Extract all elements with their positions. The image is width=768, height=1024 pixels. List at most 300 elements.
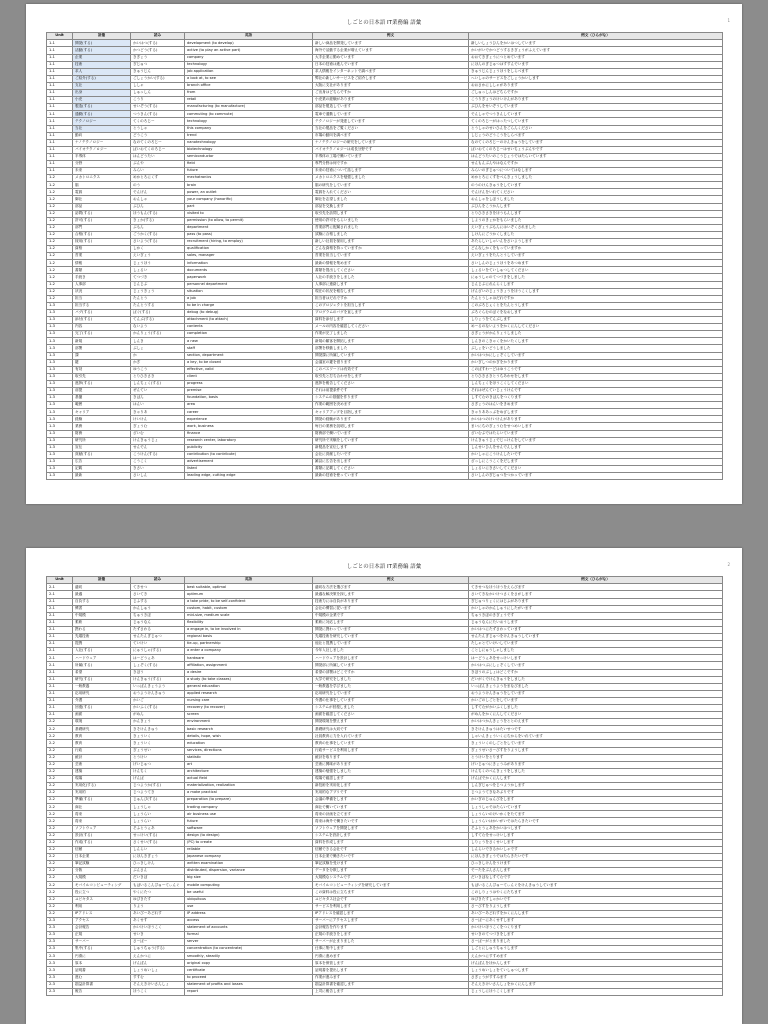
vocab-cell: ご紹介(する) (73, 75, 131, 82)
reading-cell: いっぱんきょうよう (131, 683, 185, 690)
reading-cell: ぶんや (131, 160, 185, 167)
english-cell: work, business (185, 423, 313, 430)
english-cell: certificate (185, 967, 313, 974)
reading-cell: のう (131, 182, 185, 189)
example-cell: 大阪に支社があります (313, 82, 469, 89)
reading-cell: さいしん (131, 473, 185, 480)
table-row (47, 402, 723, 409)
example-cell: 当社の製品をご覧ください (313, 125, 469, 132)
example-cell: 会議室の鍵を借ります (313, 359, 469, 366)
english-cell: mechatronics (185, 175, 313, 182)
vocab-cell: 資格 (73, 246, 131, 253)
example-hiragana-cell: さぎょうがすすみます (469, 974, 723, 981)
vocab-cell: バグ(する) (73, 309, 131, 316)
example-cell: 部署を移動しました (313, 345, 469, 352)
reading-cell: ぎょうむ (131, 423, 185, 430)
unit-cell: 2-2 (47, 889, 73, 896)
example-cell: 部品を交換します (313, 203, 469, 210)
reading-cell: おんしゃ (131, 196, 185, 203)
vocab-cell: サーバー (73, 939, 131, 946)
reading-cell: けんきゅうじょ (131, 437, 185, 444)
example-hiragana-cell: えいぎょうをたんとうしています (469, 253, 723, 260)
example-hiragana-cell: ちゅうきぼのきぎょうです (469, 612, 723, 619)
column-header-reading: 読み (131, 33, 185, 40)
vocab-cell: 現場 (73, 775, 131, 782)
unit-cell: 2-2 (47, 839, 73, 846)
english-cell: a study (to take classes) (185, 676, 313, 683)
example-cell: 仕事に集中します (313, 946, 469, 953)
example-cell: 開発部に所属しています (313, 662, 469, 669)
example-hiragana-cell: ぎょうせいさーびすをりようします (469, 747, 723, 754)
reading-cell: かいはつ(する) (131, 40, 185, 47)
table-row (47, 634, 723, 641)
reading-cell: おうようけんきゅう (131, 690, 185, 697)
table-row (47, 288, 723, 295)
example-hiragana-cell: にほんのぎじゅつはすすんでいます (469, 61, 723, 68)
vocab-cell: 基礎研究 (73, 726, 131, 733)
english-cell: optimum (185, 591, 313, 598)
table-row (47, 804, 723, 811)
table-row (47, 712, 723, 719)
table-row (47, 331, 723, 338)
table-row (47, 761, 723, 768)
example-hiragana-cell: とりひきさきとうちあわせをします (469, 373, 723, 380)
table-row (47, 75, 723, 82)
vocab-cell: 教育 (73, 740, 131, 747)
page-title: しごとの日本語 IT業務編 語彙 (346, 20, 422, 26)
english-cell: part (185, 203, 313, 210)
vocab-cell: 信頼 (73, 846, 131, 853)
english-cell: a engage in, to be involved in (185, 626, 313, 633)
vocab-cell: 記載 (73, 466, 131, 473)
reading-cell: ぎじゅつ (131, 61, 185, 68)
table-row (47, 189, 723, 196)
example-cell: 新規の顧客を開拓します (313, 338, 469, 345)
reading-cell: きょか(する) (131, 217, 185, 224)
unit-cell: 1-2 (47, 239, 73, 246)
unit-cell: 2-2 (47, 719, 73, 726)
table-row (47, 111, 723, 118)
example-hiragana-cell: げいじゅつにきょうみがあります (469, 761, 723, 768)
reading-cell: かんりょう(する) (131, 331, 185, 338)
unit-cell: 1-1 (47, 82, 73, 89)
english-cell: concentration (to concentrate) (185, 946, 313, 953)
vocab-cell: 取引先 (73, 373, 131, 380)
unit-cell: 1-1 (47, 61, 73, 68)
table-row (47, 253, 723, 260)
example-cell: 半導体の工場で働いています (313, 153, 469, 160)
table-row (47, 719, 723, 726)
reading-cell: げんぽん (131, 960, 185, 967)
unit-cell: 1-1 (47, 90, 73, 97)
reading-cell: ぜんてい (131, 387, 185, 394)
example-hiragana-cell: このぱすわーどはゆうこうです (469, 366, 723, 373)
english-cell: department (185, 224, 313, 231)
vocab-cell: 筆記試験 (73, 861, 131, 868)
example-cell: 御社を志望しました (313, 196, 469, 203)
example-hiragana-cell: きゃりああっぷをめざします (469, 409, 723, 416)
table-row (47, 747, 723, 754)
vocab-cell: バイオテクノロジー (73, 146, 131, 153)
english-cell: best suitable, optimal (185, 584, 313, 591)
english-cell: permission (to allow, to permit) (185, 217, 313, 224)
table-row (47, 61, 723, 68)
reading-cell: さーばー (131, 939, 185, 946)
english-cell: this company (185, 125, 313, 132)
example-cell: メールの内容を確認してください (313, 324, 469, 331)
vocabulary-table (46, 576, 723, 996)
table-row (47, 359, 723, 366)
reading-cell: みらい (131, 168, 185, 175)
english-cell: a new (185, 338, 313, 345)
example-hiragana-cell: かいごのしごとをしています (469, 697, 723, 704)
unit-cell: 1-3 (47, 423, 73, 430)
reading-cell: どうこう (131, 132, 185, 139)
english-cell: mid-size, medium scale (185, 612, 313, 619)
unit-cell: 2-1 (47, 648, 73, 655)
vocab-cell: 研究(する) (73, 676, 131, 683)
example-hiragana-cell: かいはつかにしょぞくしています (469, 352, 723, 359)
reading-cell: ほうこく (131, 988, 185, 995)
vocab-cell: 希望 (73, 669, 131, 676)
unit-cell: 1-2 (47, 231, 73, 238)
example-hiragana-cell: けんちくのべんきょうをしました (469, 768, 723, 775)
unit-cell: 2-2 (47, 868, 73, 875)
table-row (47, 839, 723, 846)
example-hiragana-cell: ざいむぶではたらいています (469, 430, 723, 437)
vocab-cell: 鍵 (73, 359, 131, 366)
unit-cell: 2-3 (47, 931, 73, 938)
vocab-cell: 最適 (73, 591, 131, 598)
reading-cell: だいきぼ (131, 875, 185, 882)
reading-cell: じょうほう (131, 260, 185, 267)
reading-cell: とうしゃ (131, 125, 185, 132)
example-cell: 試験に合格しました (313, 231, 469, 238)
unit-cell: 2-2 (47, 853, 73, 860)
vocab-cell: 柔軟 (73, 619, 131, 626)
example-cell: 入社の手続きをしました (313, 274, 469, 281)
english-cell: field (185, 160, 313, 167)
table-row (47, 409, 723, 416)
example-hiragana-cell: けんきゅうじょでじっけんをしています (469, 437, 723, 444)
example-hiragana-cell: しょうめいしょをていしゅつします (469, 967, 723, 974)
vocab-cell: 建築 (73, 768, 131, 775)
unit-cell: 2-2 (47, 775, 73, 782)
english-cell: nursing care (185, 697, 313, 704)
example-hiragana-cell: しょるいにきさいしてください (469, 466, 723, 473)
reading-cell: しょるい (131, 267, 185, 274)
example-hiragana-cell: もばいるこんぴゅーてぃんぐをけんきゅうしています (469, 882, 723, 889)
table-row (47, 690, 723, 697)
english-cell: actual field (185, 775, 313, 782)
reading-cell: けんちく (131, 768, 185, 775)
unit-cell: 1-3 (47, 309, 73, 316)
example-cell: ユビキタス社会です (313, 896, 469, 903)
example-cell: サービスを利用します (313, 903, 469, 910)
example-cell: 開発環境を整えます (313, 719, 469, 726)
vocab-cell: 適切 (73, 584, 131, 591)
example-hiragana-cell: さぎょうがかんりょうしました (469, 331, 723, 338)
example-hiragana-cell: えんかつにすすめます (469, 953, 723, 960)
unit-cell: 2-3 (47, 960, 73, 967)
reading-cell: にほんきぎょう (131, 853, 185, 860)
example-cell: 会計報告を作ります (313, 924, 469, 931)
table-row (47, 861, 723, 868)
unit-cell: 1-3 (47, 380, 73, 387)
unit-cell: 1-3 (47, 331, 73, 338)
vocab-cell: 採用(する) (73, 239, 131, 246)
table-row (47, 896, 723, 903)
reading-cell: きぼう (131, 669, 185, 676)
english-cell: qualification (185, 246, 313, 253)
example-hiragana-cell: しょうらいはかいがいではたらきたいです (469, 818, 723, 825)
vocab-cell: 会計報告 (73, 924, 131, 931)
reading-cell: しょうらい (131, 811, 185, 818)
english-cell: future (185, 818, 313, 825)
table-row (47, 598, 723, 605)
example-cell: 技術力には自負があります (313, 598, 469, 605)
reading-cell: とりひきさき (131, 373, 185, 380)
vocab-cell: 製造(する) (73, 104, 131, 111)
table-row (47, 132, 723, 139)
example-hiragana-cell: かいはつかんきょうをととのえます (469, 719, 723, 726)
example-hiragana-cell: しごとにしゅうちゅうします (469, 946, 723, 953)
example-hiragana-cell: たしゃとていけいしています (469, 641, 723, 648)
reading-cell: しょうらい (131, 818, 185, 825)
column-header-reading: 読み (131, 577, 185, 584)
example-hiragana-cell: さーびすをりようします (469, 903, 723, 910)
example-cell: 最適な解決策を探します (313, 591, 469, 598)
example-cell: 行政サービスを利用します (313, 747, 469, 754)
reading-cell: じふする (131, 598, 185, 605)
example-hiragana-cell: しんせいひんをせんでんします (469, 444, 723, 451)
example-cell: 求人情報をインターネットで調べます (313, 68, 469, 75)
table-row (47, 768, 723, 775)
example-hiragana-cell: ゆびきたすしゃかいです (469, 896, 723, 903)
vocab-cell: IPアドレス (73, 910, 131, 917)
document-page-2 (26, 548, 742, 1024)
example-cell: 実用的なアプリです (313, 790, 469, 797)
vocab-cell: 介護 (73, 697, 131, 704)
table-row (47, 818, 723, 825)
english-cell: software (185, 825, 313, 832)
example-cell: 建築の勉強をしました (313, 768, 469, 775)
reading-cell: しゅうちゅう(する) (131, 946, 185, 953)
english-cell: big size (185, 875, 313, 882)
reading-cell: てんぷ(する) (131, 317, 185, 324)
example-hiragana-cell: さいしんのぎじゅつをつかっています (469, 473, 723, 480)
example-cell: 将来は海外で働きたいです (313, 818, 469, 825)
unit-cell: 2-1 (47, 641, 73, 648)
vocab-cell: 通勤(する) (73, 111, 131, 118)
table-row (47, 210, 723, 217)
example-cell: 資料を作成します (313, 839, 469, 846)
vocab-cell: 証明書 (73, 967, 131, 974)
reading-cell: かんきょう (131, 719, 185, 726)
reading-cell: きさい (131, 466, 185, 473)
vocab-cell: 統計 (73, 754, 131, 761)
reading-cell: ぶもん (131, 224, 185, 231)
unit-cell: 1-3 (47, 402, 73, 409)
english-cell: situation (185, 288, 313, 295)
english-cell: access (185, 917, 313, 924)
example-cell: 円滑に進めます (313, 953, 469, 960)
table-row (47, 416, 723, 423)
table-row (47, 68, 723, 75)
example-cell: 会社に貢献したいです (313, 451, 469, 458)
vocab-cell: キャリア (73, 409, 131, 416)
example-hiragana-cell: にほんきぎょうではたらきたいです (469, 853, 723, 860)
example-hiragana-cell: あいぴーあどれすをかくにんします (469, 910, 723, 917)
reading-cell: きゃりあ (131, 409, 185, 416)
unit-cell: 1-3 (47, 395, 73, 402)
vocab-cell: 技術 (73, 61, 131, 68)
reading-cell: ゆびきたす (131, 896, 185, 903)
english-cell: to proceed (185, 974, 313, 981)
english-cell: ubiquitous (185, 896, 313, 903)
unit-cell: 2-2 (47, 747, 73, 754)
example-cell: 商社で働いています (313, 804, 469, 811)
example-hiragana-cell: さいしんのじょうほうをあつめます (469, 260, 723, 267)
table-row (47, 451, 723, 458)
reading-cell: そんえきけいさんしょ (131, 981, 185, 988)
example-hiragana-cell: へいしゃのサービスをごしょうかいします (469, 75, 723, 82)
example-hiragana-cell: まいにちのぎょうむをせつめいします (469, 423, 723, 430)
example-cell: 基礎研究は大切です (313, 726, 469, 733)
unit-cell: 1-3 (47, 373, 73, 380)
english-cell: visited to (185, 210, 313, 217)
reading-cell: ないよう (131, 324, 185, 331)
example-cell: 作業の範囲を決めます (313, 402, 469, 409)
column-header-unit: Unit (47, 577, 73, 584)
example-hiragana-cell: さぎょうのはんいをきめます (469, 402, 723, 409)
example-hiragana-cell: 新しいしょうひんをかいはつしています (469, 40, 723, 47)
reading-cell: ぶんさん (131, 868, 185, 875)
table-row (47, 953, 723, 960)
vocab-cell: 集中(する) (73, 946, 131, 953)
table-row (47, 423, 723, 430)
table-row (47, 380, 723, 387)
unit-cell: 1-1 (47, 68, 73, 75)
column-header-example: 例文 (313, 577, 469, 584)
vocab-cell: 実用化(する) (73, 783, 131, 790)
example-cell: 大規模なシステムです (313, 875, 469, 882)
vocab-cell: 日本企業 (73, 853, 131, 860)
vocab-cell: 部署 (73, 345, 131, 352)
unit-cell: 1-3 (47, 466, 73, 473)
unit-cell: 2-2 (47, 910, 73, 917)
reading-cell: きゅうじん (131, 68, 185, 75)
example-cell: 今年入社しました (313, 648, 469, 655)
reading-cell: かつどう(する) (131, 47, 185, 54)
english-cell: (PC) to create (185, 839, 313, 846)
example-cell: 画面を確認してください (313, 712, 469, 719)
unit-cell: 2-1 (47, 591, 73, 598)
example-hiragana-cell: せんたんぎじゅつをけんきゅうしています (469, 634, 723, 641)
unit-cell: 2-3 (47, 939, 73, 946)
example-cell: 部品を製造しています (313, 104, 469, 111)
vocab-cell: 実用的 (73, 790, 131, 797)
table-row (47, 733, 723, 740)
table-row (47, 740, 723, 747)
english-cell: technology (185, 118, 313, 125)
unit-cell: 2-1 (47, 704, 73, 711)
example-hiragana-cell: しりょうをさくせいします (469, 839, 723, 846)
vocab-cell: 宣伝 (73, 444, 131, 451)
example-cell: サーバーにアクセスします (313, 917, 469, 924)
english-cell: statement of profits and losses (185, 981, 313, 988)
example-cell: 会社の慣習に従います (313, 605, 469, 612)
english-cell: reliable (185, 846, 313, 853)
table-row (47, 775, 723, 782)
vocab-cell: 商社 (73, 804, 131, 811)
example-hiragana-cell: おおてきぎょうにつとめています (469, 54, 723, 61)
vocab-cell: 半導体 (73, 153, 131, 160)
english-cell: information (185, 260, 313, 267)
english-cell: sales, manager (185, 253, 313, 260)
reading-cell: せんでん (131, 444, 185, 451)
example-hiragana-cell: おおさかにししゃがあります (469, 82, 723, 89)
english-cell: listed (185, 466, 313, 473)
english-cell: general education (185, 683, 313, 690)
vocab-cell: ナノテクノロジー (73, 139, 131, 146)
english-cell: statement of accounts (185, 924, 313, 931)
example-hiragana-cell: げんぽんをほかんします (469, 960, 723, 967)
reading-cell: たんとうする (131, 302, 185, 309)
vocab-cell: 支社 (73, 82, 131, 89)
vocab-cell: 訪問(する) (73, 210, 131, 217)
table-row (47, 160, 723, 167)
table-row (47, 395, 723, 402)
reading-cell: つうきん(する) (131, 111, 185, 118)
vocab-cell: 活動(する) (73, 47, 131, 54)
english-cell: Japanese company (185, 853, 313, 860)
example-hiragana-cell: せいきのてつづきをします (469, 931, 723, 938)
example-cell: 損益計算書を確認します (313, 981, 469, 988)
reading-cell: ひっきしけん (131, 861, 185, 868)
example-hiragana-cell: たんとうしゃはだれですか (469, 295, 723, 302)
reading-cell: ゆうこう (131, 366, 185, 373)
unit-cell: 2-1 (47, 690, 73, 697)
english-cell: paperwork (185, 274, 313, 281)
reading-cell: こうり (131, 97, 185, 104)
english-cell: services, directions (185, 747, 313, 754)
reading-cell: じゅうなん (131, 619, 185, 626)
vocab-cell: 小売 (73, 97, 131, 104)
table-row (47, 853, 723, 860)
table-row (47, 139, 723, 146)
example-hiragana-cell: でーたをぶんさんします (469, 868, 723, 875)
vocab-cell: 営業 (73, 253, 131, 260)
table-row (47, 430, 723, 437)
unit-cell: 1-1 (47, 111, 73, 118)
unit-cell: 2-1 (47, 605, 73, 612)
example-hiragana-cell: しりょうをてんぷします (469, 317, 723, 324)
english-cell: statistic (185, 754, 313, 761)
example-cell: モバイルコンピューティングを研究しています (313, 882, 469, 889)
reading-cell: けんきゅう(する) (131, 676, 185, 683)
example-hiragana-cell: かいぎしつのかぎをかります (469, 359, 723, 366)
vocab-cell: 教育 (73, 733, 131, 740)
example-cell: 電源を入れてください (313, 189, 469, 196)
unit-cell: 1-3 (47, 416, 73, 423)
table-row (47, 960, 723, 967)
example-hiragana-cell: なのてくのろじーのけんきゅうをしています (469, 139, 723, 146)
reading-cell: さくせい(する) (131, 839, 185, 846)
example-hiragana-cell: しすてむのきばんをつくります (469, 395, 723, 402)
example-hiragana-cell: そふとうぇあをかいはつします (469, 825, 723, 832)
example-hiragana-cell: しようのきょかをもらいました (469, 217, 723, 224)
